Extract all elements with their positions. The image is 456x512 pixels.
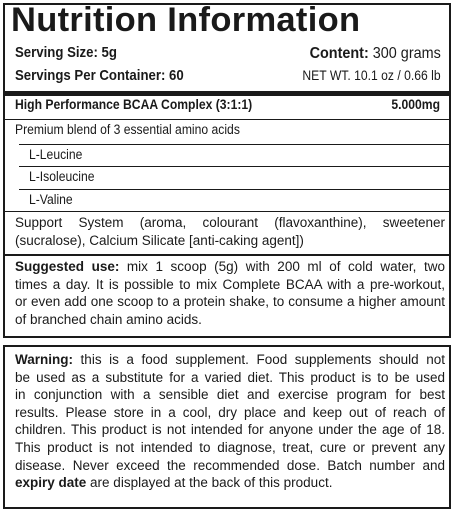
net-weight: NET WT. 10.1 oz / 0.66 lb	[302, 68, 441, 83]
nutrition-panel	[3, 3, 451, 338]
warning-line: This product is not intended to diagnose, treat, cure or prevent any	[15, 439, 445, 455]
warning-panel	[3, 345, 451, 509]
content-label: Content:	[309, 45, 369, 62]
divider	[19, 144, 449, 145]
amino-leucine: L-Leucine	[29, 147, 83, 162]
serving-size: Serving Size: 5g	[15, 44, 117, 61]
nutrition-title: Nutrition Information	[11, 1, 361, 39]
warning-label: Warning:	[15, 352, 73, 367]
suggested-line: of branched chain amino acids.	[15, 311, 202, 327]
blend-description: Premium blend of 3 essential amino acids	[15, 122, 240, 137]
warning-line: results. Please store in a cool, dry place and keep out of reach of	[15, 404, 445, 420]
warning-line: children. This product is not intended for anyone under the age of 18.	[15, 422, 445, 438]
warning-line: in conjunction with a sensible diet and exercise program for best	[15, 387, 445, 403]
suggested-line: Suggested use: mix 1 scoop (5g) with 200 ml of cold water, two	[15, 259, 445, 274]
divider	[19, 166, 449, 167]
suggested-label: Suggested use:	[15, 259, 120, 274]
support-system	[15, 214, 445, 249]
suggested-line: or even add one scoop to a protein shake, to consume a higher amount	[15, 294, 445, 310]
divider	[5, 211, 449, 212]
warning-line: expiry date are displayed at the back of this product.	[15, 475, 333, 491]
servings-per-container: Servings Per Container: 60	[15, 67, 184, 84]
content-amount	[310, 45, 441, 63]
divider-thick	[5, 91, 449, 96]
warning-line: be used as a substitute for a varied diet. This product is to be used	[15, 369, 445, 385]
suggested-use	[15, 258, 445, 328]
suggested-line: times a day. It is possible to mix Complete BCAA with a pre-workout,	[15, 276, 445, 292]
divider	[19, 189, 449, 190]
complex-amount: 5.000mg	[391, 97, 440, 112]
divider-medium	[5, 254, 449, 256]
warning-line: disease. Never exceed the recommended dose. Batch number and	[15, 457, 445, 473]
warning-text	[15, 351, 445, 492]
support-line: (sucralose), Calcium Silicate [anti-caking agent])	[15, 232, 304, 248]
amino-isoleucine: L-Isoleucine	[29, 169, 95, 184]
amino-valine: L-Valine	[29, 192, 73, 207]
warning-line: Warning: this is a food supplement. Food supplements should not	[15, 352, 445, 367]
content-value: 300 grams	[372, 45, 441, 62]
divider	[5, 119, 449, 120]
support-line: Support System (aroma, colourant (flavoxanthine), sweetener	[15, 215, 445, 230]
complex-name: High Performance BCAA Complex (3:1:1)	[15, 97, 253, 112]
expiry-label: expiry date	[15, 475, 87, 491]
